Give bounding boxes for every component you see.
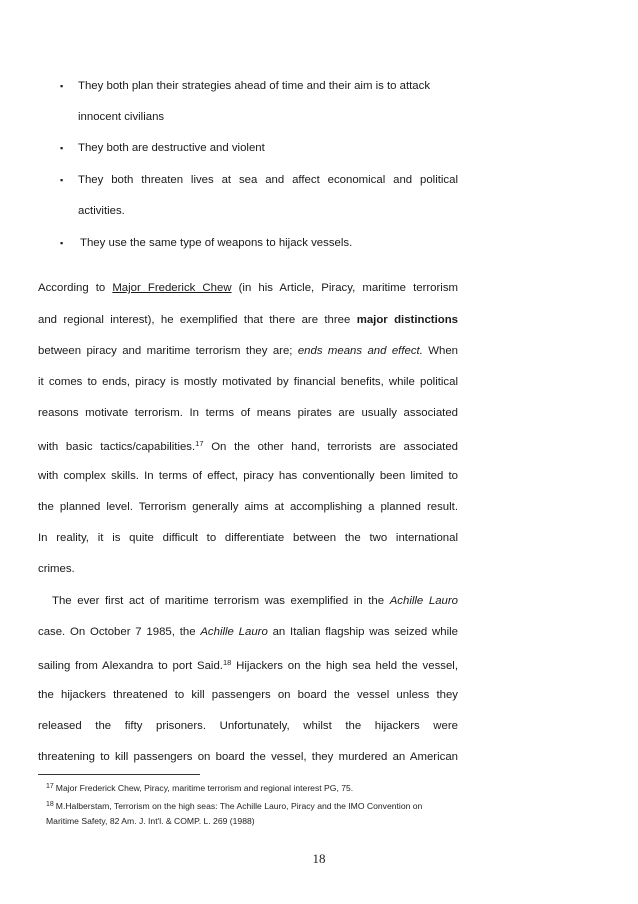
italic-term: Achille Lauro	[389, 595, 458, 607]
text-line: between piracy and maritime terrorism they are; ends means and effect. When	[38, 345, 459, 357]
text-line: The ever first act of maritime terrorism was exemplified in the Achille Lauro	[52, 595, 458, 607]
text-line: crimes.	[38, 563, 75, 575]
bullet-marker: ▪	[60, 175, 64, 185]
page-number: 18	[312, 851, 326, 866]
bullet-text: innocent civilians	[78, 111, 165, 123]
bullet-marker: ▪	[60, 81, 64, 91]
text-line: case. On October 7 1985, the Achille Lauro an Italian flagship was seized while	[38, 626, 458, 638]
bullet-text: They both are destructive and violent	[78, 142, 265, 154]
text-line: threatening to kill passengers on board the vessel, they murdered an American	[38, 751, 458, 763]
bullet-text: They both threaten lives at sea and affect economical and political	[78, 174, 458, 186]
bullet-marker: ▪	[60, 238, 64, 248]
footnote-separator	[38, 774, 200, 775]
text-line: the hijackers threatened to kill passengers on board the vessel unless they	[38, 689, 458, 701]
footnote-18: $^{18}$ M.Halberstam, Terrorism on the high seas: The Achille Lauro, Piracy and the IMO Convention on	[46, 801, 423, 811]
italic-term: ends means and effect.	[297, 345, 423, 357]
text-line: reasons motivate terrorism. In terms of means pirates are usually associated	[38, 407, 458, 419]
bullet-text: activities.	[78, 205, 125, 217]
footnote-ref: 18	[222, 658, 232, 667]
footnote-18-continued: Maritime Safety, 82 Am. J. Int'l. & COMP. L. 269 (1988)	[46, 816, 255, 826]
italic-term: Achille Lauro	[200, 626, 268, 638]
text-line: According to Major Frederick Chew (in his Article, Piracy, maritime terrorism	[38, 282, 459, 294]
footnote-17: $^{17}$ Major Frederick Chew, Piracy, maritime terrorism and regional interest PG, 75.	[46, 783, 354, 793]
bold-term: major distinctions	[356, 314, 458, 326]
footnote-ref: 17	[195, 439, 204, 448]
text-line: the planned level. Terrorism generally aims at accomplishing a planned result.	[38, 501, 458, 513]
bullet-text: They both plan their strategies ahead of time and their aim is to attack	[78, 80, 431, 92]
text-line: released the fifty prisoners. Unfortunately, whilst the hijackers were	[38, 720, 458, 732]
text-line: with complex skills. In terms of effect, piracy has conventionally been limited to	[38, 470, 458, 482]
text-line: it comes to ends, piracy is mostly motivated by financial benefits, while political	[38, 376, 458, 388]
text-line: and regional interest), he exemplified that there are three major distinctions	[38, 314, 458, 326]
bullet-marker: ▪	[60, 143, 64, 153]
text-line: with basic tactics/capabilities.$^{17}$ On the other hand, terrorists are associated	[38, 439, 458, 453]
author-name: Major Frederick Chew	[112, 282, 232, 294]
text-line: In reality, it is quite difficult to differentiate between the two international	[38, 532, 458, 544]
bullet-text: They use the same type of weapons to hijack vessels.	[80, 237, 353, 249]
text-line: sailing from Alexandra to port Said.$^{18}$ Hijackers on the high sea held the vessel,	[38, 658, 458, 672]
